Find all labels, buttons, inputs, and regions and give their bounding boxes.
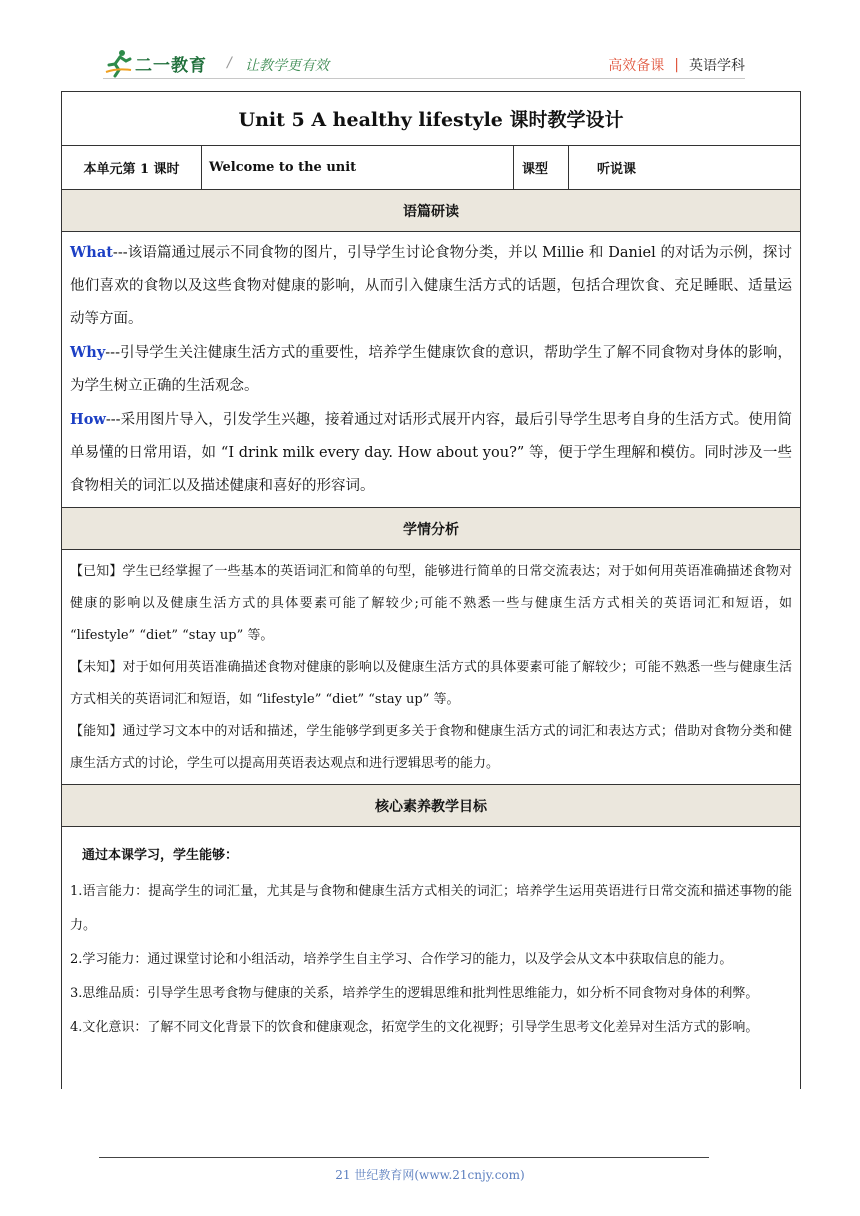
page-header — [0, 0, 860, 90]
logo-text: 二一教育 — [135, 55, 207, 76]
meta-row — [62, 146, 800, 190]
goal-item: 1.语言能力：提高学生的词汇量，尤其是与食物和健康生活方式相关的词汇；培养学生运用英语进行日常交流和描述事物的能力。 — [70, 884, 792, 933]
document-title: Unit 5 A healthy lifestyle 课时教学设计 — [62, 92, 800, 146]
analysis-body — [62, 550, 800, 785]
how-keyword: How — [70, 411, 106, 428]
text-study-body — [62, 232, 800, 508]
text-study-heading: 语篇研读 — [62, 190, 800, 232]
header-rule — [103, 78, 745, 79]
known-paragraph: 【已知】学生已经掌握了一些基本的英语词汇和简单的句型，能够进行简单的日常交流表达；对于如何用英语准确描述食物对健康的影响以及健康生活方式的具体要素可能了解较少;可能不熟悉一些与健康生活方式相关的英语词汇和短语，如 “lifestyle” “diet” “stay up” 等。 — [70, 564, 792, 643]
brand-logo[interactable] — [103, 48, 207, 78]
what-text: ---该语篇通过展示不同食物的图片，引导学生讨论食物分类，并以 Millie 和 Daniel 的对话为示例，探讨他们喜欢的食物以及这些食物对健康的影响，从而引入健康生活方式的话题，包括合理饮食、充足睡眠、适量运动等方面。 — [70, 245, 792, 327]
goal-item: 4.文化意识：了解不同文化背景下的饮食和健康观念，拓宽学生的文化视野；引导学生思考文化差异对生活方式的影响。 — [70, 1020, 759, 1035]
why-keyword: Why — [70, 344, 106, 361]
goal-item: 3.思维品质：引导学生思考食物与健康的关系，培养学生的逻辑思维和批判性思维能力，如分析不同食物对身体的利弊。 — [70, 986, 759, 1001]
footer-source[interactable]: 21 世纪教育网(www.21cnjy.com) — [335, 1168, 525, 1182]
footer-rule — [99, 1157, 709, 1158]
goals-body — [62, 827, 800, 1089]
lesson-topic: Welcome to the unit — [202, 146, 514, 189]
slogan-divider: / — [227, 55, 232, 71]
subject-label: 英语学科 — [689, 58, 745, 74]
runner-logo-icon — [103, 48, 133, 78]
goal-item: 2.学习能力：通过课堂讨论和小组活动，培养学生自主学习、合作学习的能力，以及学会从文本中获取信息的能力。 — [70, 952, 733, 967]
lesson-type-value: 听说课 — [597, 162, 637, 177]
efficient-prep-link[interactable]: 高效备课 — [608, 58, 665, 74]
lesson-number: 本单元第 1 课时 — [62, 146, 202, 189]
slogan: 让教学更有效 — [245, 58, 329, 74]
unknown-paragraph: 【未知】对于如何用英语准确描述食物对健康的影响以及健康生活方式的具体要素可能了解较少；可能不熟悉一些与健康生活方式相关的英语词汇和短语，如 “lifestyle” “diet” “stay up” 等。 — [70, 660, 792, 707]
lesson-plan-table — [61, 91, 801, 1089]
what-paragraph — [70, 236, 792, 336]
goals-lead: 通过本课学习，学生能够： — [82, 848, 239, 863]
how-paragraph — [70, 403, 792, 503]
lesson-type-label: 课型 — [514, 146, 569, 189]
why-paragraph — [70, 336, 792, 403]
why-text: ---引导学生关注健康生活方式的重要性，培养学生健康饮食的意识，帮助学生了解不同食物对身体的影响，为学生树立正确的生活观念。 — [70, 345, 792, 394]
goals-heading: 核心素养教学目标 — [62, 785, 800, 827]
nav-divider: | — [674, 57, 679, 73]
how-text: ---采用图片导入，引发学生兴趣，接着通过对话形式展开内容，最后引导学生思考自身的生活方式。使用简单易懂的日常用语，如 “I drink milk every day. How about you?” 等，便于学生理解和模仿。同时涉及一些食物相关的词汇以及描述健康和喜好的形容词。 — [70, 412, 792, 494]
header-nav — [608, 55, 745, 75]
able-paragraph: 【能知】通过学习文本中的对话和描述，学生能够学到更多关于食物和健康生活方式的词汇和表达方式；借助对食物分类和健康生活方式的讨论，学生可以提高用英语表达观点和进行逻辑思考的能力。 — [70, 724, 792, 771]
what-keyword: What — [70, 244, 113, 261]
analysis-heading: 学情分析 — [62, 508, 800, 550]
